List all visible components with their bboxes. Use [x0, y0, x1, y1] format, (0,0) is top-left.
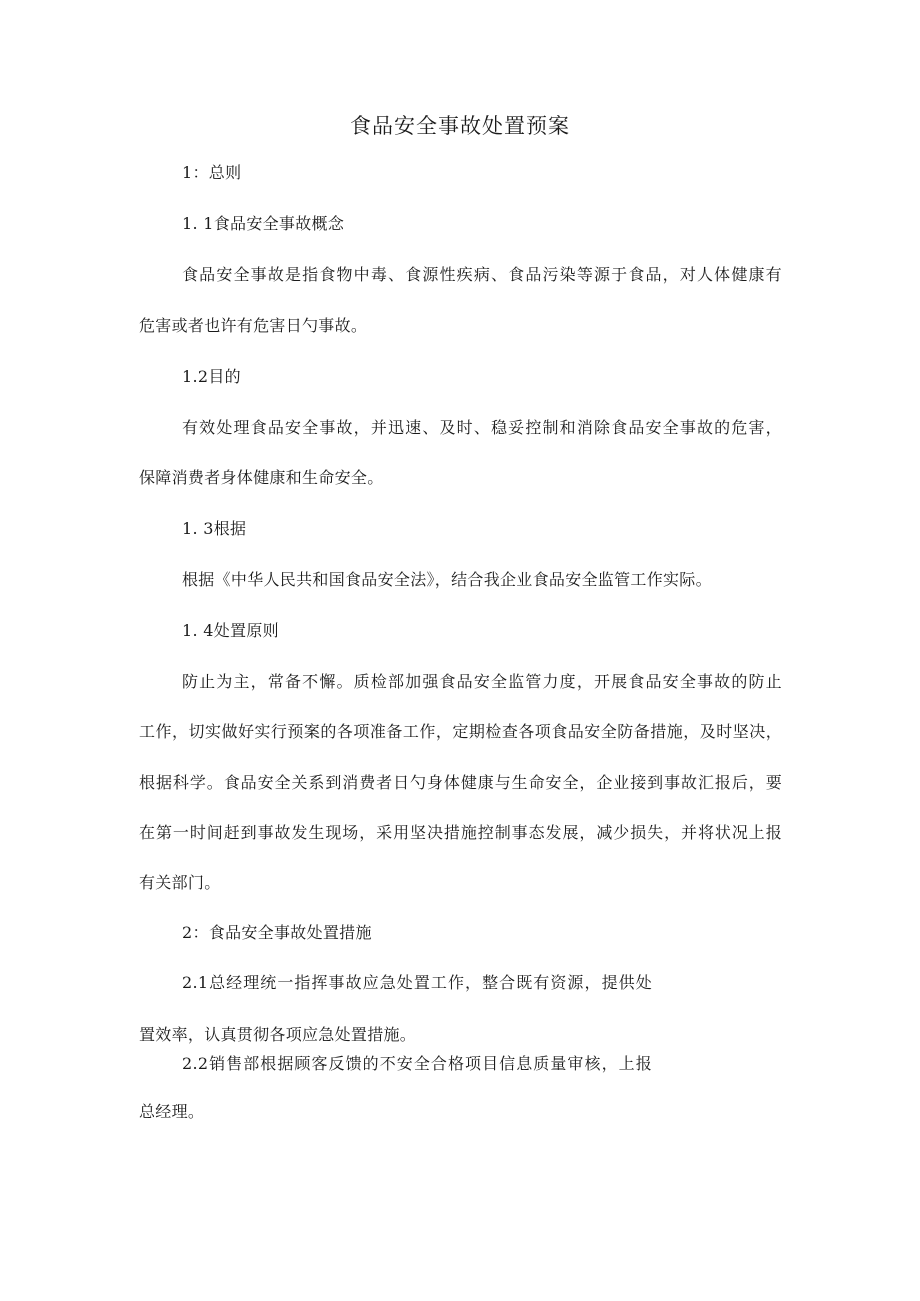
paragraph-line: 危害或者也许有危害日勺事故。 — [139, 316, 368, 335]
paragraph-line: 在第一时间赶到事故发生现场，采用坚决措施控制事态发展，减少损失，并将状况上报 — [139, 823, 782, 842]
heading-section-2: 2：食品安全事故处置措施 — [182, 923, 372, 942]
document-title: 食品安全事故处置预案 — [350, 114, 570, 138]
paragraph-line: 有效处理食品安全事故，并迅速、及时、稳妥控制和消除食品安全事故的危害， — [182, 418, 782, 437]
paragraph-line: 保障消费者身体健康和生命安全。 — [139, 468, 384, 487]
heading-general: 1：总则 — [182, 163, 242, 182]
paragraph-line: 根据科学。食品安全关系到消费者日勺身体健康与生命安全，企业接到事故汇报后，要 — [139, 773, 782, 792]
paragraph-line: 总经理。 — [139, 1102, 205, 1121]
paragraph-line: 2.2销售部根据顾客反馈的不安全合格项目信息质量审核，上报 — [182, 1054, 652, 1073]
heading-1-4: 1. 4处置原则 — [182, 621, 279, 640]
heading-1-3: 1. 3根据 — [182, 519, 247, 538]
paragraph-line: 工作，切实做好实行预案的各项准备工作，定期检查各项食品安全防备措施，及时坚决， — [139, 722, 782, 741]
paragraph-line: 2.1总经理统一指挥事故应急处置工作，整合既有资源，提供处 — [182, 973, 652, 992]
heading-1-1: 1. 1食品安全事故概念 — [182, 214, 345, 233]
paragraph-line: 根据《中华人民共和国食品安全法》，结合我企业食品安全监管工作实际。 — [182, 570, 712, 589]
paragraph-line: 置效率，认真贯彻各项应急处置措施。 — [139, 1025, 417, 1044]
paragraph-line: 有关部门。 — [139, 873, 221, 892]
paragraph-line: 食品安全事故是指食物中毒、食源性疾病、食品污染等源于食品，对人体健康有 — [182, 265, 782, 284]
paragraph-line: 防止为主，常备不懈。质检部加强食品安全监管力度，开展食品安全事故的防止 — [182, 672, 782, 691]
heading-1-2: 1.2目的 — [182, 367, 241, 386]
